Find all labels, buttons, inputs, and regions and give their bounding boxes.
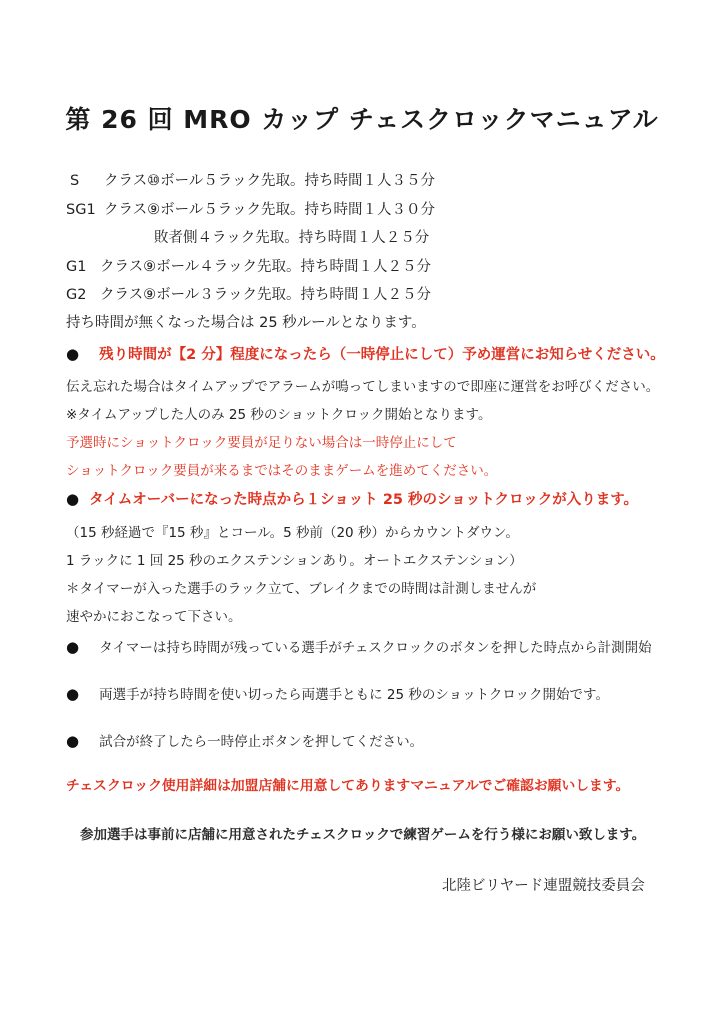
rule-25-text: 持ち時間が無くなった場合は 25 秒ルールとなります。 [66,315,426,331]
class-row-s [70,171,435,191]
bullet-both-text: 両選手が持ち時間を使い切ったら両選手ともに 25 秒のショットクロック開始です。 [99,687,609,703]
class-row-losers [154,228,429,248]
manual-note: チェスクロック使用詳細は加盟店舗に用意してありますマニュアルでご確認お願いします。 [66,778,630,794]
class-label: SG1 [66,202,96,218]
class-text: クラス⑨ボール５ラック先取。持ち時間１人３０分 [104,202,435,218]
class-label: S [70,173,80,189]
paren-note-1: （15 秒経過で『15 秒』とコール。5 秒前（20 秒）からカウントダウン。 [66,525,519,541]
bullet-icon: ● [66,345,80,363]
bullet-both [66,684,609,705]
bullet-icon: ● [66,685,80,703]
rack-note-1: ＊タイマーが入った選手のラック立て、ブレイクまでの時間は計測しませんが [66,581,537,597]
class-text: クラス⑩ボール５ラック先取。持ち時間１人３５分 [104,173,435,189]
timeup-note: ※タイムアップした人のみ 25 秒のショットクロック開始となります。 [66,407,492,423]
notice-remaining [66,344,665,365]
page-title: 第 26 回 MRO カップ チェスクロックマニュアル [65,105,659,134]
class-row-g2 [66,285,431,305]
bullet-timer [66,637,652,658]
bullet-icon: ● [66,490,80,508]
organization-signature: 北陸ビリヤード連盟競技委員会 [442,878,645,894]
bullet-icon: ● [66,732,80,750]
class-label: G1 [66,259,87,275]
bullet-icon: ● [66,638,80,656]
class-label: G2 [66,287,87,303]
bullet-end-text: 試合が終了したら一時停止ボタンを押してください。 [99,734,424,750]
class-row-sg1 [66,200,435,220]
bullet-timer-text: タイマーは持ち時間が残っている選手がチェスクロックのボタンを押した時点から計測開始 [99,640,652,656]
rack-note-2: 速やかにおこなって下さい。 [66,609,242,625]
class-text: クラス⑨ボール３ラック先取。持ち時間１人２５分 [100,287,431,303]
notice-remaining-text: 残り時間が【2 分】程度になったら（一時停止にして）予め運営にお知らせください。 [99,347,665,363]
timeover-notice [66,489,638,510]
prelim-note-1: 予選時にショットクロック要員が足りない場合は一時停止にして [66,435,457,451]
forgot-text: 伝え忘れた場合はタイムアップでアラームが鳴ってしまいますので即座に運営をお呼びください。 [66,379,660,395]
bullet-end [66,731,423,752]
class-row-g1 [66,257,431,277]
timeover-text: タイムオーバーになった時点から１ショット 25 秒のショットクロックが入ります。 [89,492,639,508]
class-text: クラス⑨ボール４ラック先取。持ち時間１人２５分 [100,259,431,275]
class-text: 敗者側４ラック先取。持ち時間１人２５分 [154,230,430,246]
paren-note-2: 1 ラックに 1 回 25 秒のエクステンションあり。オートエクステンション） [66,553,523,569]
prelim-note-2: ショットクロック要員が来るまではそのままゲームを進めてください。 [66,463,498,479]
practice-note: 参加選手は事前に店舗に用意されたチェスクロックで練習ゲームを行う様にお願い致します。 [80,827,646,843]
